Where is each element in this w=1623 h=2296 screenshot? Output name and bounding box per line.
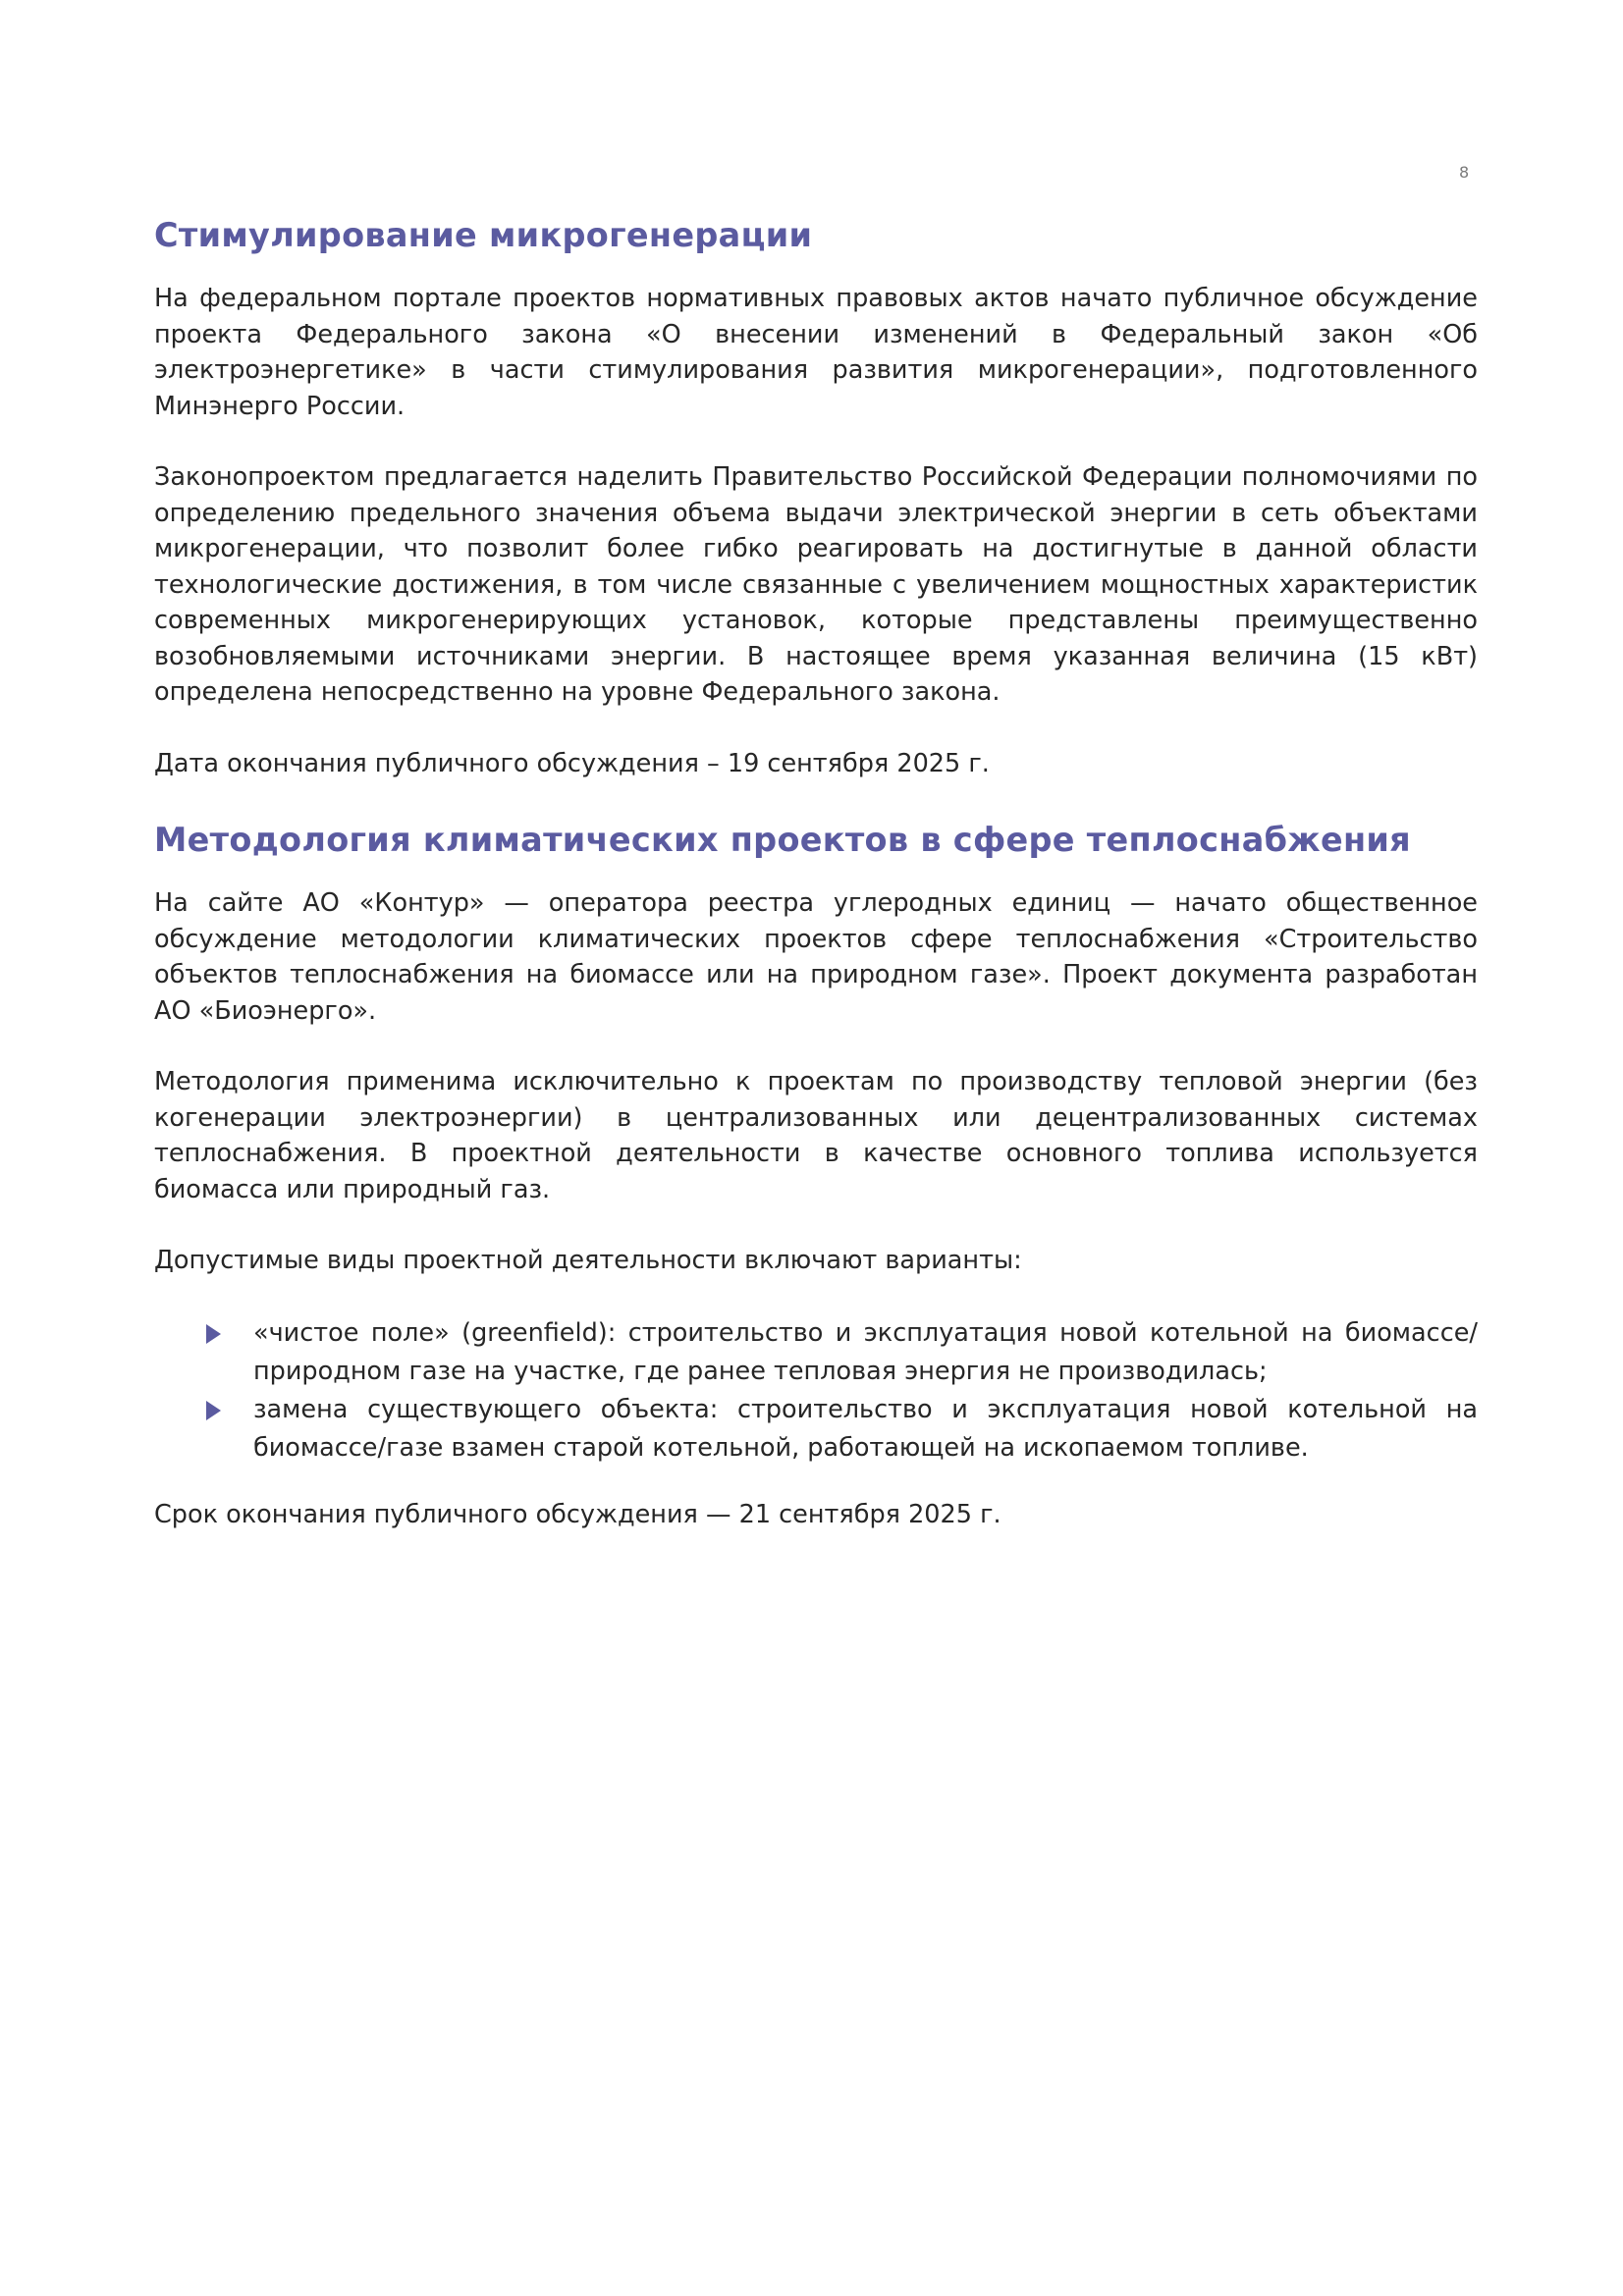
paragraph: На федеральном портале проектов нормативных правовых актов начато публичное обсуждение проекта Федерального закона «О внесении изменений в Федеральный закон «Об электроэнергетике» в части стимулирования развития микрогенерации», подготовленного Минэнерго России. — [154, 284, 1478, 421]
triangle-right-bullet-icon — [206, 1324, 221, 1344]
page-content — [154, 206, 1478, 1568]
triangle-right-bullet-icon — [206, 1401, 221, 1420]
list-item — [154, 1391, 1478, 1468]
page-number: 8 — [1459, 163, 1470, 182]
paragraph: На сайте АО «Контур» — оператора реестра углеродных единиц — начато общественное обсуждение методологии климатических проектов сфере теплоснабжения «Строительство объектов теплоснабжения на биомассе или на природном газе». Проект документа разработан АО «Биоэнерго». — [154, 888, 1478, 1026]
section-microgeneration — [154, 214, 1478, 781]
list-item-text: замена существующего объекта: строительство и эксплуатация новой котельной на биомассе/газе взамен старой котельной, работающей на ископаемом топливе. — [253, 1394, 1478, 1463]
section-climate-methodology — [154, 819, 1478, 1532]
paragraph-deadline: Дата окончания публичного обсуждения – 19 сентября 2025 г. — [154, 748, 990, 778]
paragraph-list-intro: Допустимые виды проектной деятельности включают варианты: — [154, 1246, 1022, 1275]
list-item-text: «чистое поле» (greenfield): строительство и эксплуатация новой котельной на биомассе/природном газе на участке, где ранее тепловая энергия не производилась; — [253, 1317, 1478, 1386]
paragraph-deadline: Срок окончания публичного обсуждения — 21 сентября 2025 г. — [154, 1499, 1001, 1529]
bullet-list — [154, 1314, 1478, 1468]
section-heading: Стимулирование микрогенерации — [154, 216, 813, 254]
paragraph: Методология применима исключительно к проектам по производству тепловой энергии (без когенерации электроэнергии) в централизованных или децентрализованных системах теплоснабжения. В проектной деятельности в качестве основного топлива используется биомасса или природный газ. — [154, 1067, 1478, 1204]
list-item — [154, 1314, 1478, 1391]
paragraph: Законопроектом предлагается наделить Правительство Российской Федерации полномочиями по определению предельного значения объема выдачи электрической энергии в сеть объектами микрогенерации, что позволит более гибко реагировать на достигнутые в данной области технологические достижения, в том числе связанные с увеличением мощностных характеристик современных микрогенерирующих установок, которые представлены преимущественно возобновляемыми источниками энергии. В настоящее время указанная величина (15 кВт) определена непосредственно на уровне Федерального закона. — [154, 462, 1478, 707]
section-heading: Методология климатических проектов в сфере теплоснабжения — [154, 821, 1411, 859]
